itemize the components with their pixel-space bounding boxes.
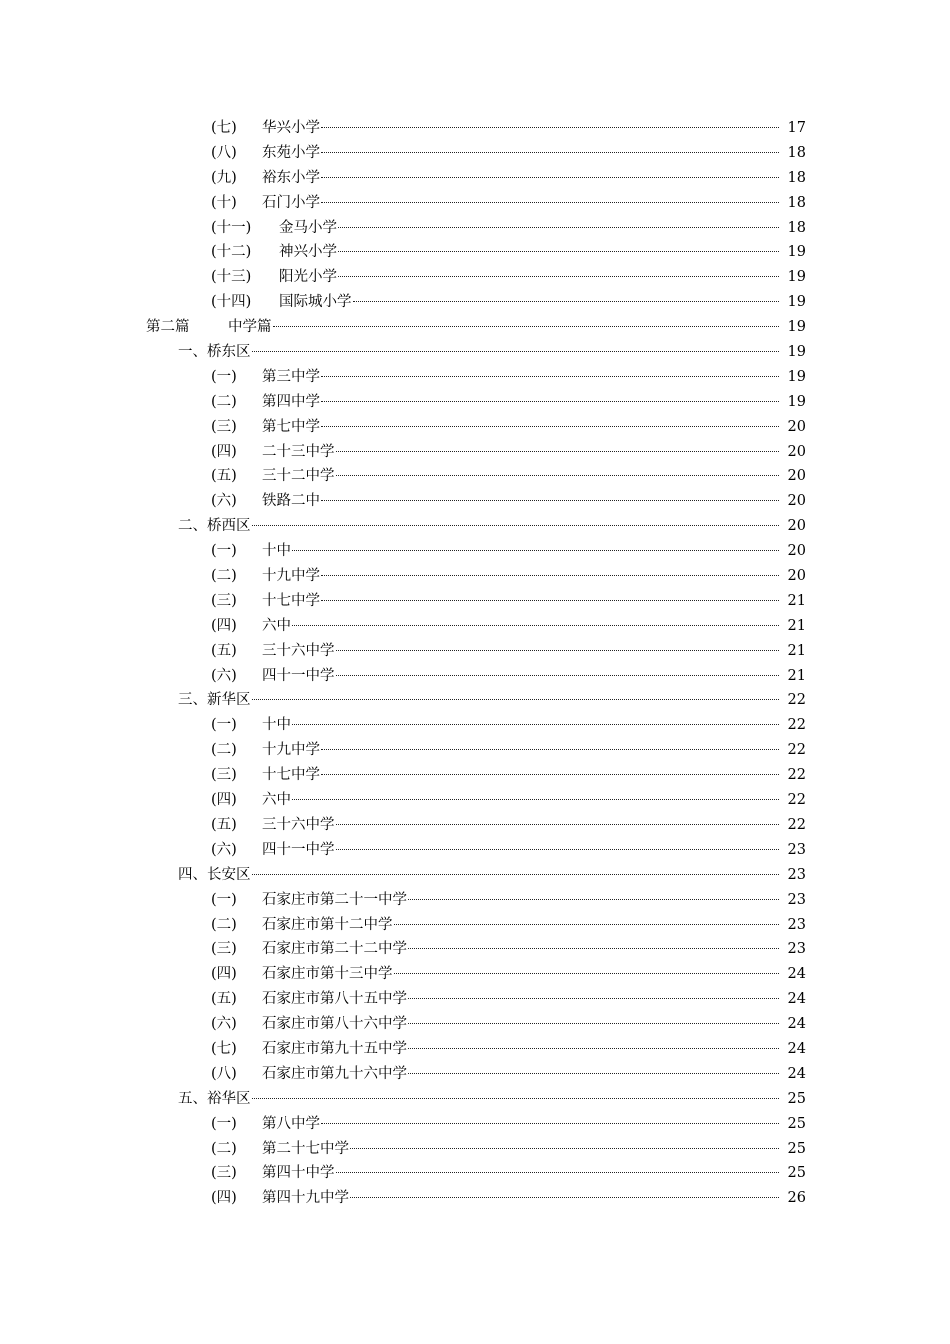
toc-page-number: 25: [787, 1140, 806, 1157]
toc-entry-title: 六中: [262, 792, 291, 809]
dot-leader: [338, 227, 779, 228]
dot-leader: [292, 550, 779, 551]
toc-page-number: 20: [787, 543, 806, 560]
toc-entry-title: 石家庄市第八十六中学: [262, 1016, 407, 1033]
dot-leader: [321, 1123, 779, 1124]
dot-leader: [336, 824, 780, 825]
toc-page-number: 23: [787, 866, 806, 883]
dot-leader: [336, 675, 780, 676]
dot-leader: [408, 948, 779, 949]
toc-entry-title: 裕华区: [207, 1090, 251, 1107]
toc-entry-title: 神兴小学: [279, 244, 337, 261]
toc-entry-number: (七): [211, 1040, 237, 1057]
toc-entry-title: 第七中学: [262, 418, 320, 435]
toc-entry-number: (一): [211, 891, 237, 908]
toc-entry-number: 四、: [178, 866, 207, 883]
toc-page-number: 20: [787, 418, 806, 435]
toc-section-entry[interactable]: [0, 1087, 950, 1112]
toc-subsection-entry[interactable]: [0, 365, 950, 390]
toc-entry-number: 第二篇: [146, 319, 190, 336]
toc-page-number: 18: [787, 144, 806, 161]
toc-subsection-entry[interactable]: [0, 937, 950, 962]
toc-entry-leader-group: [211, 838, 782, 863]
toc-page-number: 20: [787, 468, 806, 485]
toc-page-number: 18: [787, 219, 806, 236]
dot-leader: [336, 1172, 780, 1173]
toc-entry-number: (四): [211, 966, 237, 983]
toc-entry-leader-group: [211, 440, 782, 465]
toc-section-entry[interactable]: [0, 340, 950, 365]
toc-entry-leader-group: [211, 390, 782, 415]
toc-subsection-entry[interactable]: [0, 639, 950, 664]
toc-subsection-entry[interactable]: [0, 589, 950, 614]
toc-entry-title: 石家庄市第九十五中学: [262, 1040, 407, 1057]
toc-entry-title: 华兴小学: [262, 120, 320, 136]
toc-entry-leader-group: [211, 1037, 782, 1062]
toc-page-number: 22: [787, 816, 806, 833]
toc-part-entry[interactable]: [0, 315, 950, 340]
toc-entry-leader-group: [211, 1112, 782, 1137]
toc-subsection-entry[interactable]: [0, 1161, 950, 1186]
dot-leader: [394, 973, 780, 974]
toc-subsection-entry[interactable]: [0, 1012, 950, 1037]
toc-entry-leader-group: [211, 813, 782, 838]
toc-subsection-entry[interactable]: [0, 415, 950, 440]
toc-subsection-entry[interactable]: [0, 1112, 950, 1137]
toc-page-number: 23: [787, 891, 806, 908]
toc-entry-title: 十七中学: [262, 592, 320, 609]
toc-subsection-entry[interactable]: [0, 166, 950, 191]
toc-entry-leader-group: [211, 639, 782, 664]
dot-leader: [292, 625, 779, 626]
toc-entry-leader-group: [211, 1186, 782, 1211]
toc-entry-leader-group: [211, 763, 782, 788]
toc-entry-title: 长安区: [207, 866, 251, 883]
toc-entry-leader-group: [211, 937, 782, 962]
toc-entry-title: 三十六中学: [262, 642, 335, 659]
toc-entry-title: 阳光小学: [279, 269, 337, 286]
dot-leader: [336, 849, 780, 850]
toc-page-number: 24: [787, 1040, 806, 1057]
toc-entry-leader-group: [211, 1062, 782, 1087]
toc-page-number: 25: [787, 1115, 806, 1132]
toc-entry-number: (十三): [211, 269, 252, 286]
toc-page-number: 24: [787, 991, 806, 1008]
dot-leader: [321, 401, 779, 402]
toc-entry-number: (十四): [211, 294, 252, 311]
toc-page-number: 25: [787, 1165, 806, 1182]
toc-page-number: 21: [787, 592, 806, 609]
toc-entry-number: (一): [211, 543, 237, 560]
toc-entry-title: 中学篇: [228, 319, 272, 336]
toc-entry-number: (四): [211, 792, 237, 809]
toc-page-number: 19: [787, 344, 806, 361]
toc-entry-number: (三): [211, 767, 237, 784]
toc-entry-title: 石家庄市第九十六中学: [262, 1065, 407, 1082]
toc-entry-number: (四): [211, 617, 237, 634]
toc-entry-number: (五): [211, 468, 237, 485]
toc-entry-number: 五、: [178, 1090, 207, 1107]
toc-entry-title: 石家庄市第十二中学: [262, 916, 393, 933]
toc-page-number: 19: [787, 393, 806, 410]
toc-page-number: 23: [787, 841, 806, 858]
toc-entry-leader-group: [211, 265, 782, 290]
toc-page-number: 22: [787, 717, 806, 734]
dot-leader: [338, 276, 779, 277]
toc-subsection-entry[interactable]: [0, 141, 950, 166]
toc-entry-leader-group: [211, 240, 782, 265]
toc-page-number: 19: [787, 319, 806, 336]
toc-entry-leader-group: [211, 888, 782, 913]
toc-entry-leader-group: [211, 589, 782, 614]
toc-subsection-entry[interactable]: [0, 813, 950, 838]
toc-entry-number: 二、: [178, 518, 207, 535]
dot-leader: [252, 699, 780, 700]
toc-entry-leader-group: [211, 913, 782, 938]
toc-page-number: 25: [787, 1090, 806, 1107]
toc-subsection-entry[interactable]: [0, 116, 950, 141]
toc-page-number: 20: [787, 493, 806, 510]
toc-subsection-entry[interactable]: [0, 788, 950, 813]
toc-subsection-entry[interactable]: [0, 539, 950, 564]
toc-entry-title: 石家庄市第十三中学: [262, 966, 393, 983]
toc-subsection-entry[interactable]: [0, 1037, 950, 1062]
toc-entry-number: (六): [211, 667, 237, 684]
dot-leader: [273, 326, 780, 327]
toc-entry-leader-group: [211, 191, 782, 216]
toc-subsection-entry[interactable]: [0, 489, 950, 514]
toc-entry-number: (八): [211, 1065, 237, 1082]
dot-leader: [350, 1197, 779, 1198]
toc-subsection-entry[interactable]: [0, 614, 950, 639]
toc-entry-title: 金马小学: [279, 219, 337, 236]
dot-leader: [408, 998, 779, 999]
toc-entry-number: (十): [211, 194, 237, 211]
toc-entry-number: (一): [211, 368, 237, 385]
toc-entry-number: 一、: [178, 344, 207, 361]
toc-entry-number: (二): [211, 1140, 237, 1157]
toc-page-number: 23: [787, 916, 806, 933]
toc-section-entry[interactable]: [0, 863, 950, 888]
toc-entry-title: 石家庄市第二十二中学: [262, 941, 407, 958]
toc-entry-leader-group: [211, 365, 782, 390]
toc-subsection-entry[interactable]: [0, 564, 950, 589]
toc-subsection-entry[interactable]: [0, 763, 950, 788]
toc-entry-title: 二十三中学: [262, 443, 335, 460]
toc-entry-title: 第四中学: [262, 393, 320, 410]
toc-page-number: 22: [787, 767, 806, 784]
dot-leader: [321, 575, 779, 576]
toc-page-number: 21: [787, 667, 806, 684]
toc-entry-title: 四十一中学: [262, 841, 335, 858]
toc-entry-number: (十二): [211, 244, 252, 261]
toc-entry-number: (五): [211, 642, 237, 659]
toc-entry-number: (十一): [211, 219, 252, 236]
dot-leader: [252, 1098, 780, 1099]
toc-entry-title: 三十二中学: [262, 468, 335, 485]
toc-entry-number: (四): [211, 443, 237, 460]
toc-entry-title: 六中: [262, 617, 291, 634]
toc-entry-leader-group: [211, 141, 782, 166]
toc-entry-title: 十九中学: [262, 742, 320, 759]
toc-entry-number: (二): [211, 568, 237, 585]
toc-entry-title: 石门小学: [262, 194, 320, 211]
toc-section-entry[interactable]: [0, 514, 950, 539]
toc-entry-title: 十七中学: [262, 767, 320, 784]
toc-entry-leader-group: [211, 216, 782, 241]
toc-entry-title: 国际城小学: [279, 294, 352, 311]
toc-entry-leader-group: [211, 1161, 782, 1186]
toc-entry-title: 四十一中学: [262, 667, 335, 684]
toc-entry-number: (二): [211, 916, 237, 933]
toc-entry-title: 石家庄市第二十一中学: [262, 891, 407, 908]
toc-entry-number: (一): [211, 1115, 237, 1132]
toc-entry-title: 裕东小学: [262, 169, 320, 186]
toc-entry-number: (二): [211, 393, 237, 410]
toc-section-entry[interactable]: [0, 688, 950, 713]
toc-entry-leader-group: [211, 713, 782, 738]
toc-entry-title: 第八中学: [262, 1115, 320, 1132]
toc-page-number: 21: [787, 642, 806, 659]
toc-subsection-entry[interactable]: [0, 713, 950, 738]
toc-entry-title: 十中: [262, 717, 291, 734]
toc-entry-leader-group: [211, 664, 782, 689]
toc-entry-title: 第二十七中学: [262, 1140, 349, 1157]
toc-entry-leader-group: [178, 1087, 782, 1112]
toc-page-number: 24: [787, 1016, 806, 1033]
toc-entry-number: (六): [211, 841, 237, 858]
toc-entry-leader-group: [211, 116, 782, 141]
toc-entry-number: 三、: [178, 692, 207, 709]
toc-entry-title: 第四十中学: [262, 1165, 335, 1182]
toc-entry-leader-group: [211, 415, 782, 440]
toc-entry-leader-group: [211, 738, 782, 763]
dot-leader: [408, 1023, 779, 1024]
toc-entry-number: (三): [211, 1165, 237, 1182]
toc-subsection-entry[interactable]: [0, 1186, 950, 1211]
toc-subsection-entry[interactable]: [0, 888, 950, 913]
toc-entry-leader-group: [211, 539, 782, 564]
toc-entry-leader-group: [146, 315, 782, 340]
dot-leader: [336, 650, 780, 651]
toc-page-number: 17: [787, 120, 806, 136]
toc-entry-leader-group: [211, 1137, 782, 1162]
dot-leader: [292, 724, 779, 725]
toc-entry-leader-group: [211, 1012, 782, 1037]
toc-entry-number: (三): [211, 418, 237, 435]
toc-entry-number: (六): [211, 493, 237, 510]
toc-entry-title: 第三中学: [262, 368, 320, 385]
dot-leader: [321, 749, 779, 750]
toc-entry-leader-group: [178, 340, 782, 365]
dot-leader: [338, 251, 779, 252]
toc-entry-title: 铁路二中: [262, 493, 320, 510]
toc-subsection-entry[interactable]: [0, 1062, 950, 1087]
toc-entry-number: (三): [211, 592, 237, 609]
toc-entry-number: (七): [211, 120, 237, 136]
toc-entry-number: (四): [211, 1190, 237, 1207]
toc-subsection-entry[interactable]: [0, 390, 950, 415]
toc-subsection-entry[interactable]: [0, 216, 950, 241]
toc-entry-leader-group: [211, 464, 782, 489]
toc-subsection-entry[interactable]: [0, 440, 950, 465]
toc-entry-leader-group: [211, 614, 782, 639]
dot-leader: [336, 475, 780, 476]
toc-subsection-entry[interactable]: [0, 664, 950, 689]
toc-subsection-entry[interactable]: [0, 290, 950, 315]
dot-leader: [321, 376, 779, 377]
toc-page-number: 23: [787, 941, 806, 958]
dot-leader: [408, 1073, 779, 1074]
toc-subsection-entry[interactable]: [0, 464, 950, 489]
toc-subsection-entry[interactable]: [0, 913, 950, 938]
dot-leader: [353, 301, 780, 302]
dot-leader: [252, 351, 780, 352]
toc-page-number: 20: [787, 518, 806, 535]
toc-entry-title: 石家庄市第八十五中学: [262, 991, 407, 1008]
toc-page-number: 24: [787, 1065, 806, 1082]
toc-page-number: 19: [787, 269, 806, 286]
table-of-contents: [0, 116, 950, 1211]
dot-leader: [394, 924, 780, 925]
toc-subsection-entry[interactable]: [0, 191, 950, 216]
toc-subsection-entry[interactable]: [0, 1137, 950, 1162]
toc-page-number: 21: [787, 617, 806, 634]
toc-subsection-entry[interactable]: [0, 838, 950, 863]
toc-page-number: 22: [787, 692, 806, 709]
toc-entry-title: 东苑小学: [262, 144, 320, 161]
dot-leader: [321, 177, 779, 178]
toc-page-number: 19: [787, 368, 806, 385]
toc-page-number: 18: [787, 194, 806, 211]
toc-entry-number: (五): [211, 991, 237, 1008]
toc-page-number: 19: [787, 244, 806, 261]
toc-entry-title: 十中: [262, 543, 291, 560]
toc-entry-leader-group: [178, 863, 782, 888]
dot-leader: [321, 127, 779, 128]
toc-page-number: 22: [787, 742, 806, 759]
toc-entry-leader-group: [178, 514, 782, 539]
toc-page-number: 20: [787, 443, 806, 460]
toc-subsection-entry[interactable]: [0, 987, 950, 1012]
toc-entry-number: (五): [211, 816, 237, 833]
toc-entry-number: (一): [211, 717, 237, 734]
dot-leader: [321, 202, 779, 203]
toc-entry-number: (二): [211, 742, 237, 759]
toc-subsection-entry[interactable]: [0, 240, 950, 265]
toc-entry-number: (九): [211, 169, 237, 186]
toc-entry-title: 十九中学: [262, 568, 320, 585]
toc-subsection-entry[interactable]: [0, 962, 950, 987]
toc-entry-title: 新华区: [207, 692, 251, 709]
toc-entry-title: 三十六中学: [262, 816, 335, 833]
dot-leader: [252, 874, 780, 875]
dot-leader: [321, 600, 779, 601]
dot-leader: [321, 774, 779, 775]
toc-page-number: 19: [787, 294, 806, 311]
toc-page-number: 24: [787, 966, 806, 983]
toc-entry-title: 桥西区: [207, 518, 251, 535]
dot-leader: [408, 899, 779, 900]
toc-entry-leader-group: [211, 962, 782, 987]
toc-page-number: 18: [787, 169, 806, 186]
dot-leader: [252, 525, 780, 526]
toc-entry-leader-group: [178, 688, 782, 713]
toc-entry-leader-group: [211, 166, 782, 191]
dot-leader: [292, 799, 779, 800]
toc-entry-number: (三): [211, 941, 237, 958]
toc-page-number: 22: [787, 792, 806, 809]
toc-page-number: 26: [787, 1190, 806, 1207]
toc-entry-number: (六): [211, 1016, 237, 1033]
toc-page-number: 20: [787, 568, 806, 585]
toc-subsection-entry[interactable]: [0, 265, 950, 290]
toc-entry-leader-group: [211, 564, 782, 589]
toc-entry-title: 桥东区: [207, 344, 251, 361]
toc-entry-number: (八): [211, 144, 237, 161]
toc-entry-leader-group: [211, 489, 782, 514]
toc-subsection-entry[interactable]: [0, 738, 950, 763]
toc-entry-leader-group: [211, 290, 782, 315]
dot-leader: [321, 500, 779, 501]
dot-leader: [321, 152, 779, 153]
toc-entry-leader-group: [211, 987, 782, 1012]
dot-leader: [408, 1048, 779, 1049]
dot-leader: [350, 1148, 779, 1149]
toc-entry-leader-group: [211, 788, 782, 813]
dot-leader: [336, 451, 780, 452]
dot-leader: [321, 426, 779, 427]
toc-entry-title: 第四十九中学: [262, 1190, 349, 1207]
